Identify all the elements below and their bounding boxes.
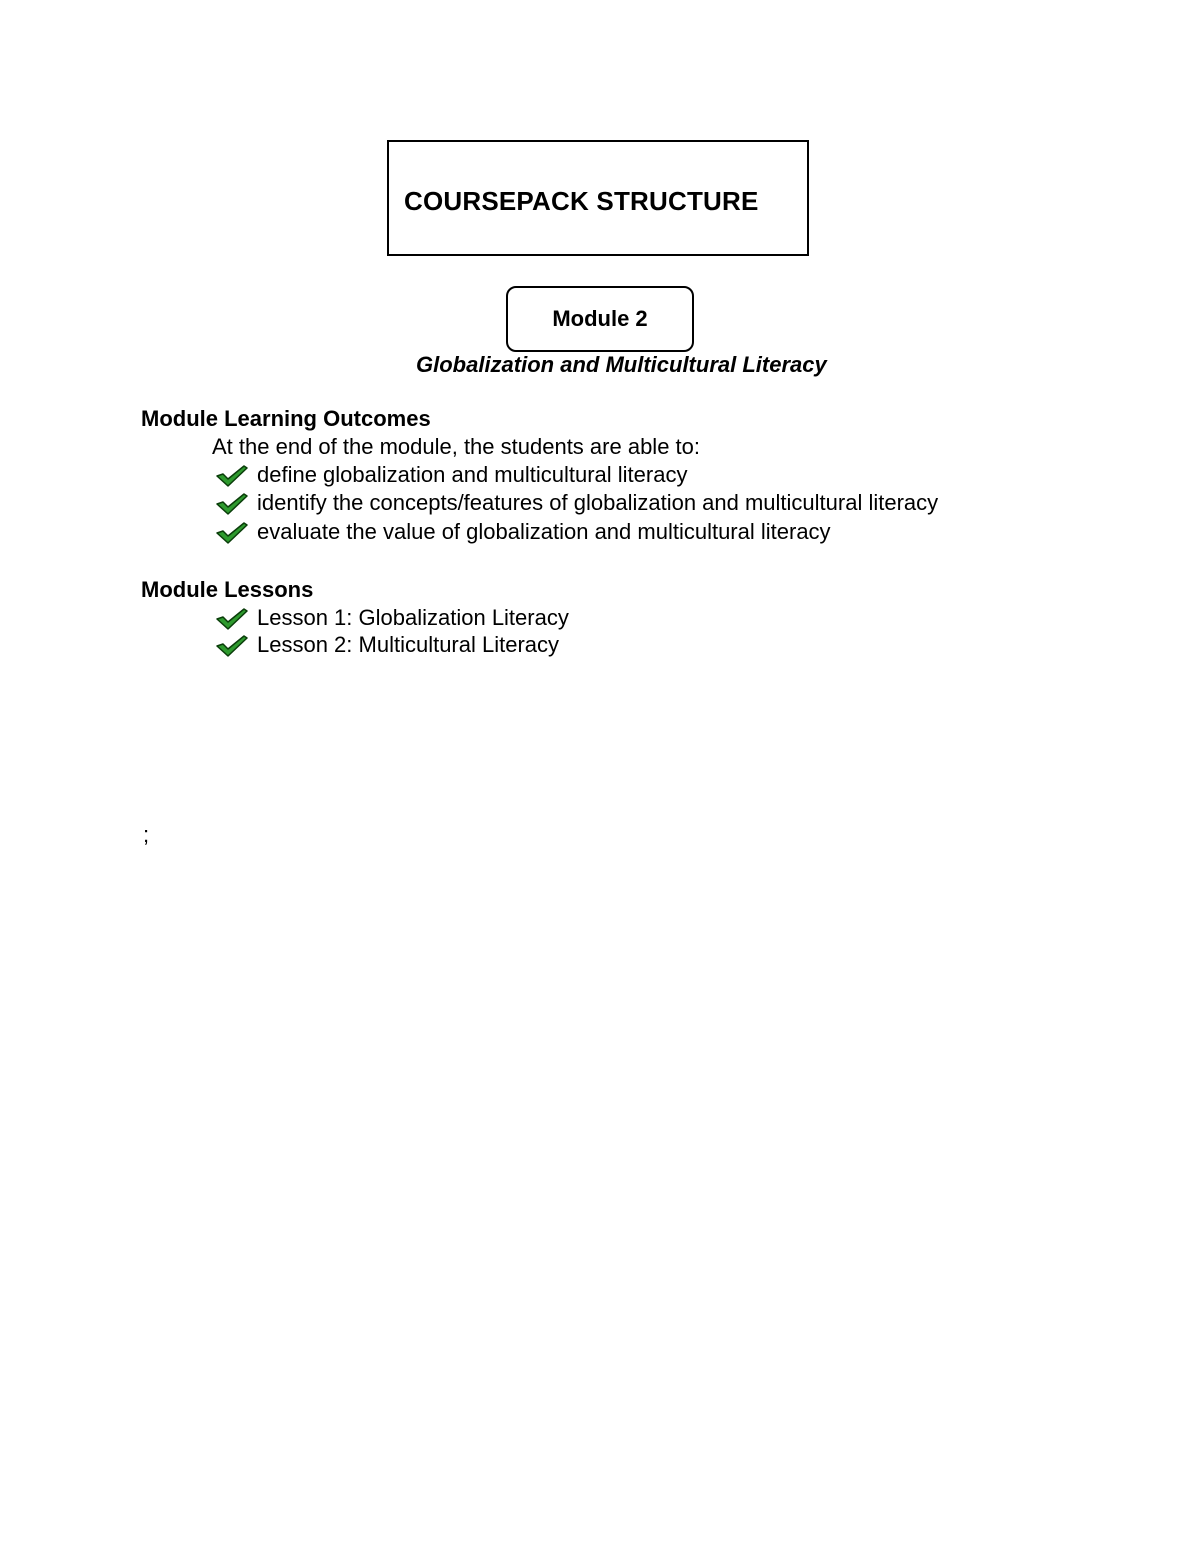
outcome-item-text: evaluate the value of globalization and multicultural literacy [257,519,831,544]
checkmark-icon [216,522,248,544]
module-title: Globalization and Multicultural Literacy [416,352,827,377]
checkmark-icon [216,493,248,515]
title-box [387,140,809,256]
outcome-item-text: identify the concepts/features of globalization and multicultural literacy [257,490,939,515]
outcomes-heading: Module Learning Outcomes [141,406,431,431]
outcome-item-text: define globalization and multicultural literacy [257,462,688,487]
checkmark-icon [216,608,248,630]
lesson-item-text: Lesson 1: Globalization Literacy [257,605,569,630]
stray-mark: ; [143,822,150,847]
document-title: COURSEPACK STRUCTURE [404,186,759,216]
lesson-item-text: Lesson 2: Multicultural Literacy [257,632,560,657]
checkmark-icon [216,635,248,657]
outcomes-intro: At the end of the module, the students are able to: [212,434,700,459]
module-label-box: Module 2 [506,286,694,352]
lessons-heading: Module Lessons [141,577,314,602]
checkmark-icon [216,465,248,487]
